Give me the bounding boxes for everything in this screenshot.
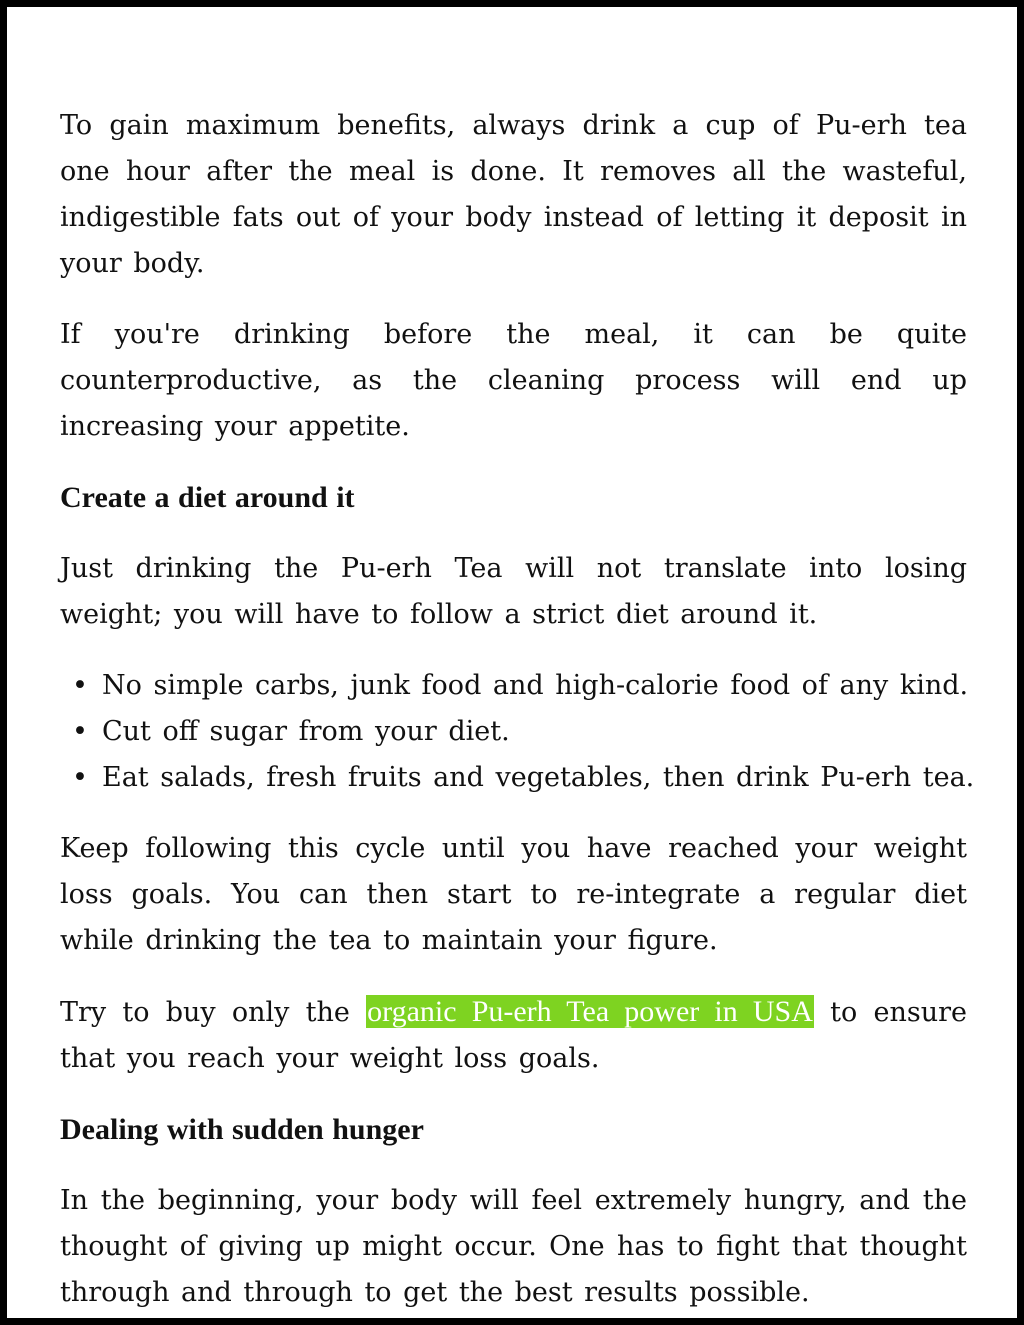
- heading-create-diet: Create a diet around it: [60, 481, 355, 514]
- paragraph-buy-organic: [60, 989, 967, 1082]
- list-item-text: Eat salads, fresh fruits and vegetables, then drink Pu-erh tea.: [102, 762, 975, 793]
- paragraph-strict-diet: Just drinking the Pu-erh Tea will not translate into losing weight; you will have to follow a strict diet around it.: [60, 553, 967, 630]
- list-item: [60, 663, 967, 709]
- bullet-icon: •: [72, 716, 88, 747]
- bullet-icon: •: [72, 762, 88, 793]
- paragraph-before-meal: If you're drinking before the meal, it can be quite counterproductive, as the cleaning process will end up increasing your appetite.: [60, 319, 967, 442]
- list-item-text: Cut off sugar from your diet.: [102, 716, 510, 747]
- paragraph-weight-cycle: Keep following this cycle until you have reached your weight loss goals. You can then start to re-integrate a regular diet while drinking the tea to maintain your figure.: [60, 833, 967, 956]
- paragraph-text-before-link: Try to buy only the: [60, 997, 367, 1028]
- paragraph-hunger: In the beginning, your body will feel extremely hungry, and the thought of giving up might occur. One has to fight that thought through and through to get the best results possible.: [60, 1185, 967, 1308]
- paragraph-drink-after-meal: To gain maximum benefits, always drink a cup of Pu-erh tea one hour after the meal is done. It removes all the wasteful, indigestible fats out of your body instead of letting it deposit in your body.: [60, 110, 967, 279]
- list-item: [60, 755, 975, 801]
- heading-sudden-hunger: Dealing with sudden hunger: [60, 1113, 424, 1146]
- paragraph-text-after-link: to ensure that you reach your weight loss goals.: [60, 997, 967, 1074]
- bullet-icon: •: [72, 670, 88, 701]
- list-item: [60, 709, 967, 755]
- list-item-text: No simple carbs, junk food and high-calorie food of any kind.: [102, 670, 969, 701]
- organic-tea-link[interactable]: organic Pu-erh Tea power in USA: [367, 995, 813, 1028]
- article-body: [60, 103, 975, 1325]
- diet-rules-list: [60, 663, 975, 801]
